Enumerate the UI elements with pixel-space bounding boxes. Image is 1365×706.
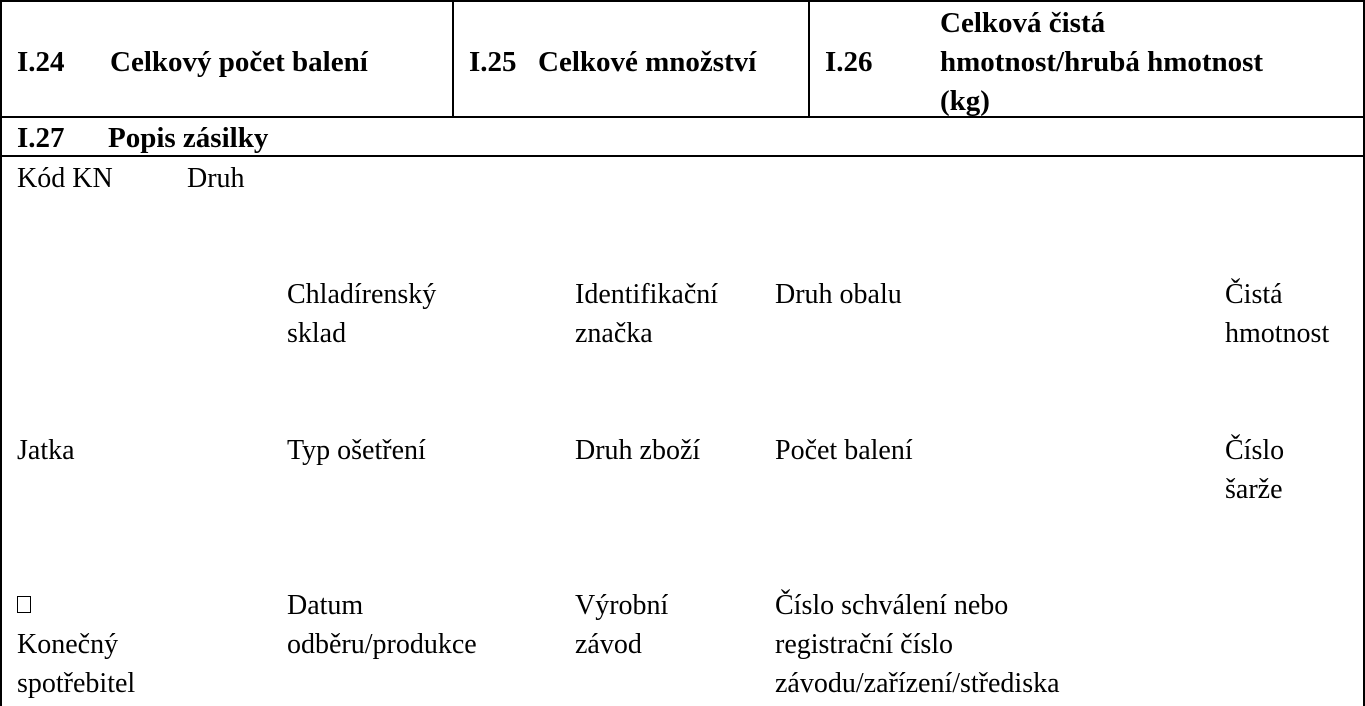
field-vyrobni-zavod-line-1: Výrobní <box>575 590 669 621</box>
field-konecny-spotrebitel-line-1: Konečný <box>17 629 119 660</box>
header-divider-2 <box>808 0 810 117</box>
field-chladirensky-sklad-line-2: sklad <box>287 318 347 349</box>
i27-title: Popis zásilky <box>108 122 269 154</box>
field-cislo-sarze-line-2: šarže <box>1225 474 1283 505</box>
i25-label: Celkové množství <box>538 46 757 78</box>
i26-label-line-2: hmotnost/hrubá hmotnost <box>940 46 1264 78</box>
i26-label-line-1: Celková čistá <box>940 7 1106 39</box>
table-border-left <box>0 0 2 706</box>
header-bottom-rule <box>0 116 1365 118</box>
header-divider-1 <box>452 0 454 117</box>
field-typ-osetreni: Typ ošetření <box>287 435 426 466</box>
field-cista-hmotnost-line-2: hmotnost <box>1225 318 1330 349</box>
i24-label: Celkový počet balení <box>110 46 368 78</box>
field-datum-odberu-line-2: odběru/produkce <box>287 629 477 660</box>
field-jatka: Jatka <box>17 435 75 466</box>
field-druh-zbozi: Druh zboží <box>575 435 701 466</box>
field-kod-kn: Kód KN <box>17 163 113 194</box>
field-chladirensky-sklad-line-1: Chladírenský <box>287 279 437 310</box>
field-cislo-schvaleni-line-3: závodu/zařízení/střediska <box>775 668 1060 699</box>
i24-code: I.24 <box>17 46 65 78</box>
i26-code: I.26 <box>825 46 873 78</box>
konecny-spotrebitel-checkbox[interactable] <box>17 596 31 613</box>
table-border-top <box>0 0 1365 2</box>
field-vyrobni-zavod-line-2: závod <box>575 629 642 660</box>
field-identifikacni-znacka-line-2: značka <box>575 318 653 349</box>
field-druh: Druh <box>187 163 245 194</box>
field-konecny-spotrebitel-line-2: spotřebitel <box>17 668 136 699</box>
i27-code: I.27 <box>17 122 65 154</box>
field-cista-hmotnost-line-1: Čistá <box>1225 279 1283 310</box>
field-datum-odberu-line-1: Datum <box>287 590 364 621</box>
i25-code: I.25 <box>469 46 517 78</box>
field-cislo-sarze-line-1: Číslo <box>1225 435 1285 466</box>
field-cislo-schvaleni-line-2: registrační číslo <box>775 629 954 660</box>
field-identifikacni-znacka-line-1: Identifikační <box>575 279 719 310</box>
i26-label-line-3: (kg) <box>940 85 990 117</box>
field-pocet-baleni: Počet balení <box>775 435 913 466</box>
field-cislo-schvaleni-line-1: Číslo schválení nebo <box>775 590 1009 621</box>
field-druh-obalu: Druh obalu <box>775 279 902 310</box>
